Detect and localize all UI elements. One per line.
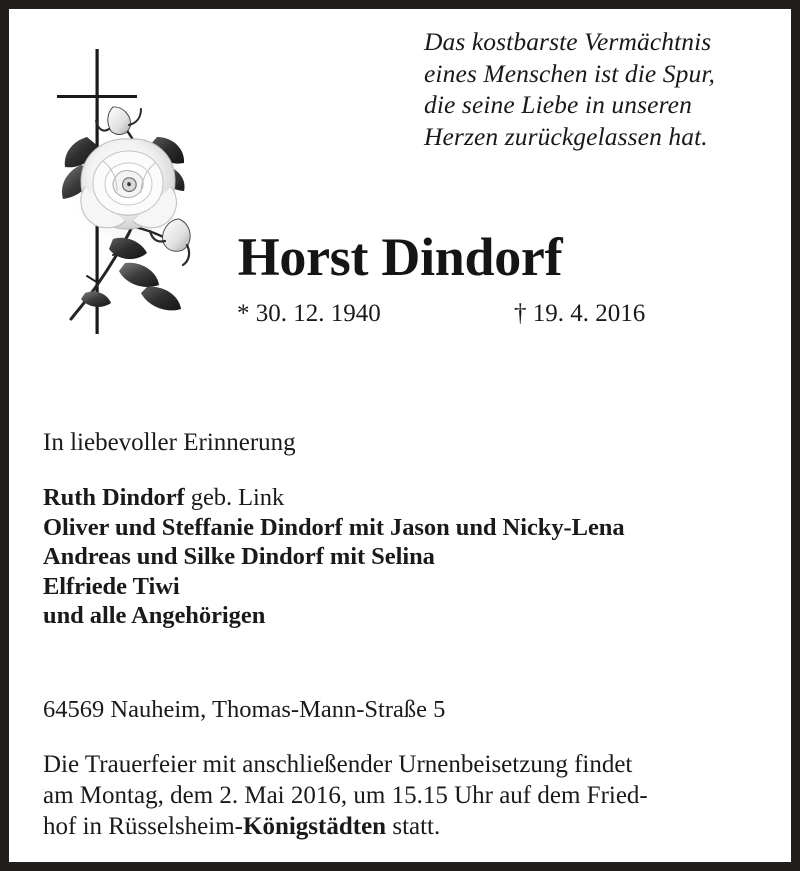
service-location-suffix: statt. <box>386 813 441 840</box>
service-line-1: Die Trauerfeier mit anschließender Urnenbeisetzung findet <box>43 751 633 778</box>
service-line-2: am Montag, dem 2. Mai 2016, um 15.15 Uhr auf dem Fried- <box>43 782 648 809</box>
mourning-address: 64569 Nauheim, Thomas-Mann-Straße 5 <box>43 696 446 723</box>
family-line <box>43 601 763 631</box>
cross-and-rose-icon <box>51 41 199 341</box>
service-location-prefix: hof in Rüsselsheim- <box>43 813 243 840</box>
memorial-intro: In liebevoller Erinnerung <box>43 429 296 456</box>
service-details <box>43 749 769 842</box>
family-name-bold: Oliver und Steffanie Dindorf mit Jason und Nicky-Lena <box>43 513 625 541</box>
epigraph-verse <box>424 26 784 152</box>
family-name-bold: Andreas und Silke Dindorf mit Selina <box>43 543 435 571</box>
epigraph-line-4: Herzen zurückgelassen hat. <box>424 121 708 151</box>
epigraph-line-3: die seine Liebe in unseren <box>424 90 692 119</box>
service-line-3 <box>43 811 769 842</box>
birth-date: * 30. 12. 1940 <box>237 300 381 327</box>
family-line <box>43 542 763 572</box>
family-name-bold: Elfriede Tiwi <box>43 572 180 600</box>
family-name-bold: und alle Angehörigen <box>43 602 266 630</box>
family-line <box>43 572 763 602</box>
family-list <box>43 483 763 631</box>
life-dates <box>9 299 791 331</box>
family-line <box>43 513 763 543</box>
notice-inner <box>9 9 791 862</box>
service-location-district: Königstädten <box>243 813 387 840</box>
family-line <box>43 483 763 513</box>
death-date: † 19. 4. 2016 <box>514 300 646 327</box>
epigraph-line-2: eines Menschen ist die Spur, <box>424 58 716 88</box>
epigraph-line-1: Das kostbarste Vermächtnis <box>424 27 712 56</box>
deceased-name: Horst Dindorf <box>237 227 563 287</box>
family-name-bold: Ruth Dindorf <box>43 484 185 511</box>
family-name-suffix: geb. Link <box>184 484 285 511</box>
